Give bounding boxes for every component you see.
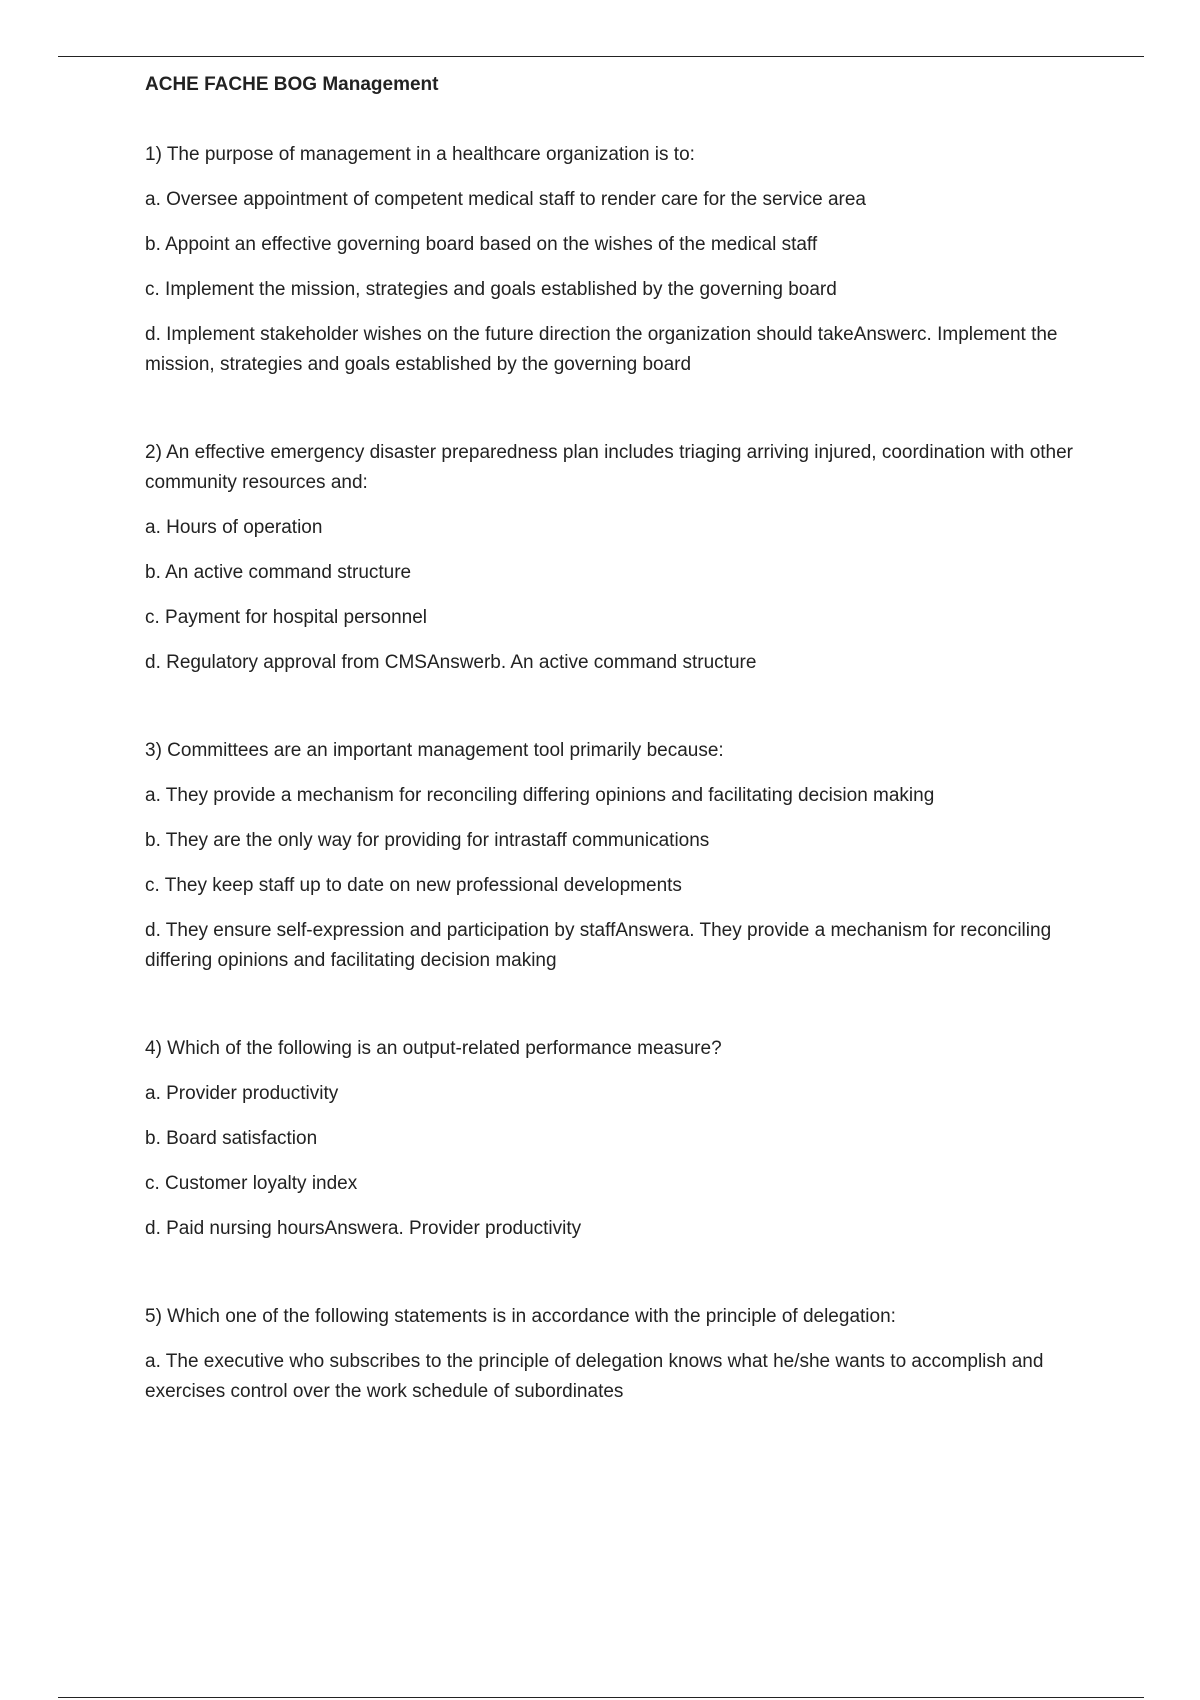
answer-option: b. An active command structure xyxy=(145,562,412,583)
question-2 xyxy=(145,438,1085,678)
answer-option: b. Appoint an effective governing board based on the wishes of the medical staff xyxy=(145,234,818,255)
answer-option: d. Regulatory approval from CMSAnswerb. An active command structure xyxy=(145,652,757,673)
question-prompt: 5) Which one of the following statements is in accordance with the principle of delegation: xyxy=(145,1306,896,1327)
answer-option: c. Payment for hospital personnel xyxy=(145,607,427,628)
answer-option: a. Oversee appointment of competent medical staff to render care for the service area xyxy=(145,189,866,210)
question-list xyxy=(145,140,1085,1407)
answer-option: a. Provider productivity xyxy=(145,1083,339,1104)
question-prompt: 3) Committees are an important management tool primarily because: xyxy=(145,740,724,761)
answer-option: c. Customer loyalty index xyxy=(145,1173,358,1194)
answer-option: b. Board satisfaction xyxy=(145,1128,318,1149)
answer-option: d. They ensure self-expression and participation by staffAnswera. They provide a mechanism for reconciling differing opinions and facilitating decision making xyxy=(145,920,1052,971)
answer-option: a. Hours of operation xyxy=(145,517,323,538)
bottom-rule xyxy=(58,1697,1144,1698)
document-content xyxy=(145,72,1085,1465)
answer-option: c. They keep staff up to date on new professional developments xyxy=(145,875,682,896)
answer-option: d. Implement stakeholder wishes on the future direction the organization should takeAnswerc. Implement the mission, strategies and goals established by the governing board xyxy=(145,324,1058,375)
answer-option: c. Implement the mission, strategies and goals established by the governing board xyxy=(145,279,837,300)
top-rule xyxy=(58,56,1144,57)
answer-option: b. They are the only way for providing for intrastaff communications xyxy=(145,830,710,851)
document-title: ACHE FACHE BOG Management xyxy=(145,74,439,95)
question-1 xyxy=(145,140,1085,380)
answer-option: a. They provide a mechanism for reconciling differing opinions and facilitating decision making xyxy=(145,785,935,806)
question-prompt: 2) An effective emergency disaster preparedness plan includes triaging arriving injured, coordination with other community resources and: xyxy=(145,442,1074,493)
question-5 xyxy=(145,1302,1085,1407)
question-4 xyxy=(145,1034,1085,1244)
question-prompt: 1) The purpose of management in a healthcare organization is to: xyxy=(145,144,695,165)
question-3 xyxy=(145,736,1085,976)
answer-option: d. Paid nursing hoursAnswera. Provider productivity xyxy=(145,1218,582,1239)
answer-option: a. The executive who subscribes to the principle of delegation knows what he/she wants to accomplish and exercises control over the work schedule of subordinates xyxy=(145,1351,1044,1402)
question-prompt: 4) Which of the following is an output-related performance measure? xyxy=(145,1038,722,1059)
